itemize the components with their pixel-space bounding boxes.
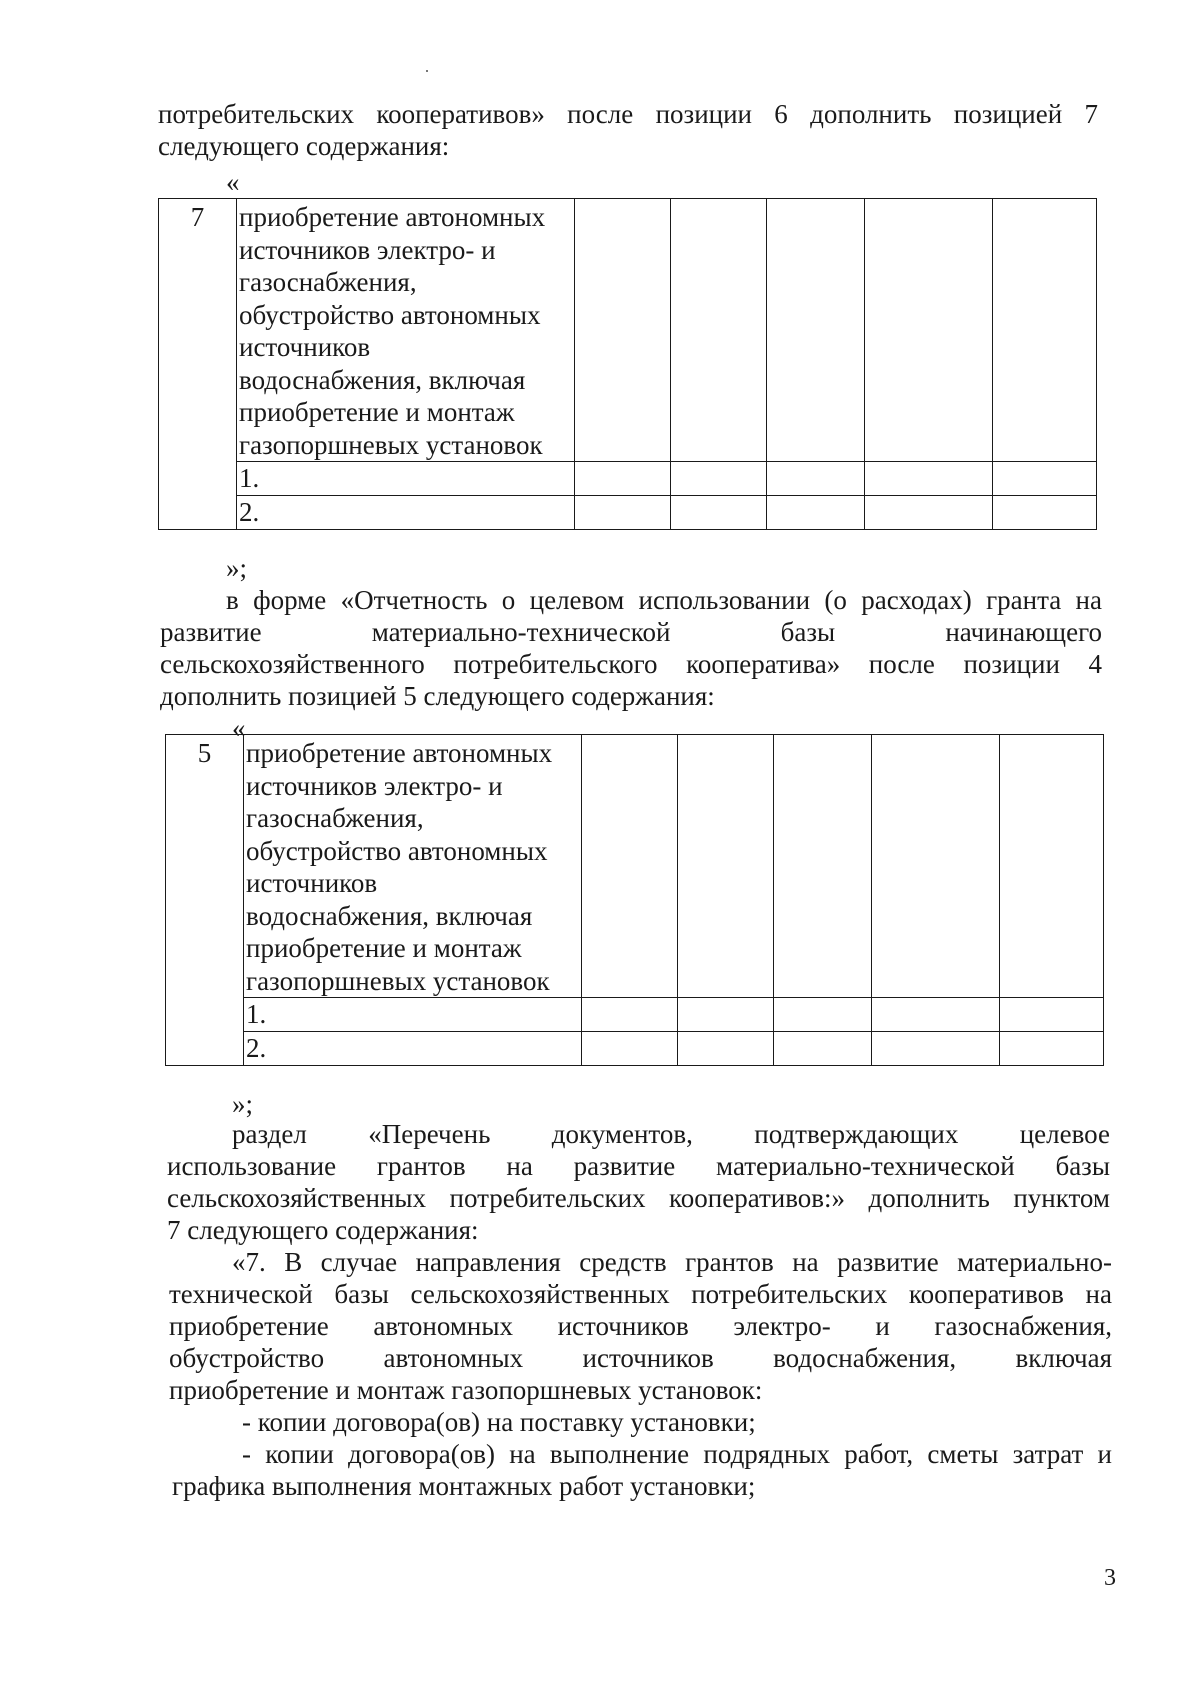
table2-sub-row xyxy=(166,998,1104,1032)
paragraph2-line-4: дополнить позицией 5 следующего содержания: xyxy=(160,681,715,711)
paragraph2-line-3: сельскохозяйственного потребительского кооператива» после позиции 4 xyxy=(160,649,1102,679)
table2-empty-cell xyxy=(872,998,1000,1032)
page-number: 3 xyxy=(1104,1565,1116,1591)
table1-empty-cell xyxy=(993,199,1097,462)
table1-empty-cell xyxy=(865,462,993,496)
paragraph4-line-3: приобретение автономных источников электро- и газоснабжения, xyxy=(169,1311,1112,1341)
table2-sub-label: 1. xyxy=(244,998,582,1032)
table2-empty-cell xyxy=(872,735,1000,998)
table2-empty-cell xyxy=(774,735,872,998)
table1-description xyxy=(237,199,575,462)
table1-open-quote: « xyxy=(226,167,240,197)
table1-main-row xyxy=(159,199,1097,462)
table1 xyxy=(158,198,1097,530)
table2-desc-line: газопоршневых установок xyxy=(246,965,550,996)
scan-speck xyxy=(426,70,428,72)
table2-empty-cell xyxy=(1000,998,1104,1032)
table2 xyxy=(165,734,1104,1066)
table2-sub-label: 2. xyxy=(244,1032,582,1066)
table2-empty-cell xyxy=(582,1032,678,1066)
table1-sub-label: 1. xyxy=(237,462,575,496)
table2-desc-line: приобретение автономных xyxy=(246,738,553,768)
table2-empty-cell xyxy=(774,1032,872,1066)
table1-desc-line: газоснабжения, xyxy=(239,267,417,297)
table1-desc-line: приобретение и монтаж xyxy=(239,397,515,427)
table1-sub-label: 2. xyxy=(237,496,575,530)
table2-desc-line: обустройство автономных xyxy=(246,835,548,866)
paragraph2-line-2: развитие материально-технической базы начинающего xyxy=(160,617,1102,647)
table1-desc-line: приобретение автономных xyxy=(239,202,546,232)
paragraph2-line-1: в форме «Отчетность о целевом использовании (о расходах) гранта на xyxy=(226,585,1102,615)
table2-empty-cell xyxy=(678,735,774,998)
table2-sub-row xyxy=(166,1032,1104,1066)
table2-empty-cell xyxy=(678,1032,774,1066)
table1-empty-cell xyxy=(671,462,767,496)
table2-empty-cell xyxy=(872,1032,1000,1066)
paragraph4-line-2: технической базы сельскохозяйственных потребительских кооперативов на xyxy=(169,1279,1112,1309)
table1-desc-line: обустройство автономных xyxy=(239,299,541,330)
table2-desc-line: водоснабжения, включая xyxy=(246,900,533,931)
table1-empty-cell xyxy=(767,199,865,462)
paragraph3-line-4: 7 следующего содержания: xyxy=(167,1215,479,1245)
paragraph3-line-3: сельскохозяйственных потребительских кооперативов:» дополнить пунктом xyxy=(167,1183,1110,1213)
intro-line-2: следующего содержания: xyxy=(158,131,450,161)
table1-empty-cell xyxy=(767,462,865,496)
intro-line-1: потребительских кооперативов» после позиции 6 дополнить позицией 7 xyxy=(158,99,1098,129)
table2-desc-line: источников xyxy=(246,868,378,898)
table1-sub-row xyxy=(159,462,1097,496)
table1-empty-cell xyxy=(865,199,993,462)
paragraph4-line-1: «7. В случае направления средств грантов на развитие материально- xyxy=(232,1247,1112,1277)
paragraph3-line-2: использование грантов на развитие материально-технической базы xyxy=(167,1151,1110,1181)
table1-empty-cell xyxy=(671,199,767,462)
table2-description xyxy=(244,735,582,998)
table2-desc-line: источников электро- и xyxy=(246,770,503,801)
bullet-item-2-line-1: - копии договора(ов) на выполнение подрядных работ, сметы затрат и xyxy=(242,1439,1112,1469)
table2-close-quote: »; xyxy=(232,1089,254,1119)
paragraph4-line-5: приобретение и монтаж газопоршневых установок: xyxy=(169,1375,763,1405)
table1-empty-cell xyxy=(767,496,865,530)
table2-open-quote: « xyxy=(232,713,246,743)
table2-empty-cell xyxy=(1000,1032,1104,1066)
table1-desc-line: газопоршневых установок xyxy=(239,429,543,460)
table2-main-row xyxy=(166,735,1104,998)
table1-empty-cell xyxy=(575,199,671,462)
table1-desc-line: водоснабжения, включая xyxy=(239,364,526,395)
table2-empty-cell xyxy=(774,998,872,1032)
table1-desc-line: источников xyxy=(239,332,371,362)
paragraph4-line-4: обустройство автономных источников водоснабжения, включая xyxy=(169,1343,1112,1373)
table2-desc-line: приобретение и монтаж xyxy=(246,933,522,963)
table2-position-number: 5 xyxy=(166,735,244,1066)
table1-empty-cell xyxy=(993,496,1097,530)
table1-empty-cell xyxy=(575,462,671,496)
table1-position-number: 7 xyxy=(159,199,237,530)
bullet-item-1: - копии договора(ов) на поставку установки; xyxy=(242,1407,756,1437)
paragraph3-line-1: раздел «Перечень документов, подтверждающих целевое xyxy=(232,1119,1110,1149)
table1-empty-cell xyxy=(993,462,1097,496)
table2-desc-line: газоснабжения, xyxy=(246,803,424,833)
table1-empty-cell xyxy=(671,496,767,530)
table1-sub-row xyxy=(159,496,1097,530)
table2-empty-cell xyxy=(678,998,774,1032)
table1-close-quote: »; xyxy=(226,553,248,583)
table2-empty-cell xyxy=(1000,735,1104,998)
bullet-item-2-line-2: графика выполнения монтажных работ установки; xyxy=(172,1471,756,1501)
table1-empty-cell xyxy=(575,496,671,530)
table1-desc-line: источников электро- и xyxy=(239,234,496,265)
table2-empty-cell xyxy=(582,998,678,1032)
table1-empty-cell xyxy=(865,496,993,530)
table2-empty-cell xyxy=(582,735,678,998)
